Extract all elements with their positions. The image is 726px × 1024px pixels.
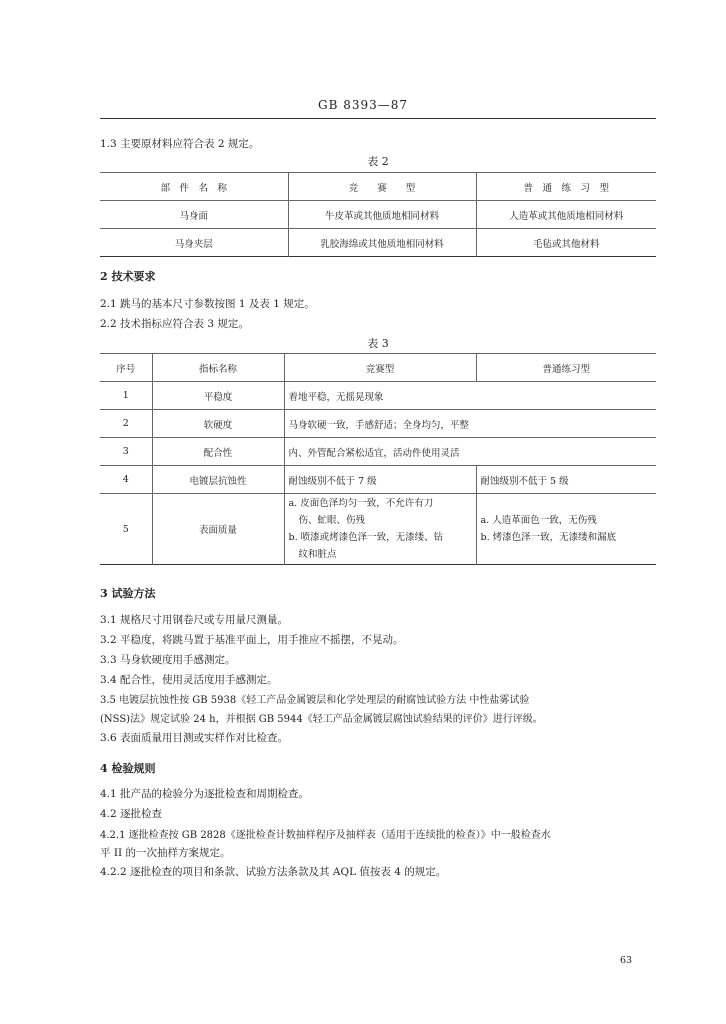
table2 xyxy=(100,172,656,257)
page-number: 63 xyxy=(620,955,633,966)
table-header-cell: 部 件 名 称 xyxy=(100,173,288,201)
page-header: GB 8393—87 xyxy=(317,98,409,112)
table-cell xyxy=(476,494,656,565)
table-header-cell: 竞 赛 型 xyxy=(288,173,476,201)
table-header-row xyxy=(100,354,656,382)
table-cell: 着地平稳，无摇晃现象 xyxy=(284,382,656,410)
cell-line: a. 皮面色泽均匀一致，不允许有刀 xyxy=(288,498,434,509)
table-cell: 马身面 xyxy=(100,201,288,229)
table-cell: 毛毡或其他材料 xyxy=(476,229,656,257)
table-cell: 3 xyxy=(100,438,152,466)
section-3-title: 3 试验方法 xyxy=(100,587,156,600)
table-cell: 4 xyxy=(100,466,152,494)
table-cell xyxy=(284,494,476,565)
clause-3-5-cont: (NSS)法》规定试验 24 h，并根据 GB 5944《轻工产品金属镀层腐蚀试验结果的评价》进行评级。 xyxy=(100,714,543,725)
table-header-cell: 序号 xyxy=(100,354,152,382)
table-cell: 耐蚀级别不低于 7 级 xyxy=(284,466,476,494)
table-header-cell: 指标名称 xyxy=(152,354,284,382)
cell-line: 纹和脏点 xyxy=(298,549,337,560)
table-row xyxy=(100,201,656,229)
table-cell: 乳胶海绵或其他质地相同材料 xyxy=(288,229,476,257)
table-header-row xyxy=(100,173,656,201)
cell-line: a. 人造革面色一致，无伤残 xyxy=(480,515,597,526)
clause-2-2: 2.2 技术指标应符合表 3 规定。 xyxy=(100,318,249,330)
clause-3-1: 3.1 规格尺寸用钢卷尺或专用量尺测量。 xyxy=(100,614,289,626)
clause-3-2: 3.2 平稳度，将跳马置于基准平面上，用手推应不摇摆，不晃动。 xyxy=(100,634,404,646)
clause-1-3: 1.3 主要原材料应符合表 2 规定。 xyxy=(100,138,260,150)
cell-line: 伤、虻眼、伤残 xyxy=(298,515,366,526)
clause-4-2-1-cont: 平 II 的一次抽样方案规定。 xyxy=(100,847,231,859)
clause-3-5: 3.5 电镀层抗蚀性按 GB 5938《轻工产品金属镀层和化学处理层的耐腐蚀试验方法 中性盐雾试验 xyxy=(100,695,530,706)
clause-3-6: 3.6 表面质量用目测或实样作对比检查。 xyxy=(100,732,289,744)
clause-4-2: 4.2 逐批检查 xyxy=(100,808,163,820)
table-row xyxy=(100,229,656,257)
cell-line: b. 喷漆或烤漆色泽一致，无漆缕、钻 xyxy=(288,532,444,543)
cell-line: b. 烤漆色泽一致，无漆缕和漏底 xyxy=(480,532,617,543)
table3 xyxy=(100,353,656,565)
clause-4-1: 4.1 批产品的检验分为逐批检查和周期检查。 xyxy=(100,788,310,800)
table-row xyxy=(100,466,656,494)
table2-caption: 表 2 xyxy=(367,155,389,168)
table-row xyxy=(100,438,656,466)
table-cell: 软硬度 xyxy=(152,410,284,438)
table-cell: 内、外管配合紧松适宜，活动件使用灵活 xyxy=(284,438,656,466)
table-cell: 1 xyxy=(100,382,152,410)
table3-caption: 表 3 xyxy=(367,337,389,350)
table-cell: 平稳度 xyxy=(152,382,284,410)
table-row xyxy=(100,382,656,410)
table-cell: 表面质量 xyxy=(152,494,284,565)
table-cell: 牛皮革或其他质地相同材料 xyxy=(288,201,476,229)
clause-2-1: 2.1 跳马的基本尺寸参数按图 1 及表 1 规定。 xyxy=(100,298,315,310)
table-cell: 配合性 xyxy=(152,438,284,466)
table-cell: 2 xyxy=(100,410,152,438)
table-row xyxy=(100,410,656,438)
clause-4-2-1: 4.2.1 逐批检查按 GB 2828《逐批检查计数抽样程序及抽样表（适用于连续批的检查）》中一般检查水 xyxy=(100,830,551,841)
section-4-title: 4 检验规则 xyxy=(100,762,156,775)
table-cell: 耐蚀级别不低于 5 级 xyxy=(476,466,656,494)
clause-3-4: 3.4 配合性，使用灵活度用手感测定。 xyxy=(100,674,278,686)
table-row xyxy=(100,494,656,565)
table-cell: 电镀层抗蚀性 xyxy=(152,466,284,494)
header-rule xyxy=(100,118,656,119)
table-header-cell: 普 通 练 习 型 xyxy=(476,173,656,201)
table-header-cell: 普通练习型 xyxy=(476,354,656,382)
table-header-cell: 竞赛型 xyxy=(284,354,476,382)
clause-3-3: 3.3 马身软硬度用手感测定。 xyxy=(100,654,236,666)
clause-4-2-2: 4.2.2 逐批检查的项目和条款、试验方法条款及其 AQL 值按表 4 的规定。 xyxy=(100,866,447,878)
table-cell: 5 xyxy=(100,494,152,565)
section-2-title: 2 技术要求 xyxy=(100,270,156,283)
table-cell: 马身夹层 xyxy=(100,229,288,257)
table-cell: 人造革或其他质地相同材料 xyxy=(476,201,656,229)
table-cell: 马身软硬一致，手感舒适；全身均匀，平整 xyxy=(284,410,656,438)
